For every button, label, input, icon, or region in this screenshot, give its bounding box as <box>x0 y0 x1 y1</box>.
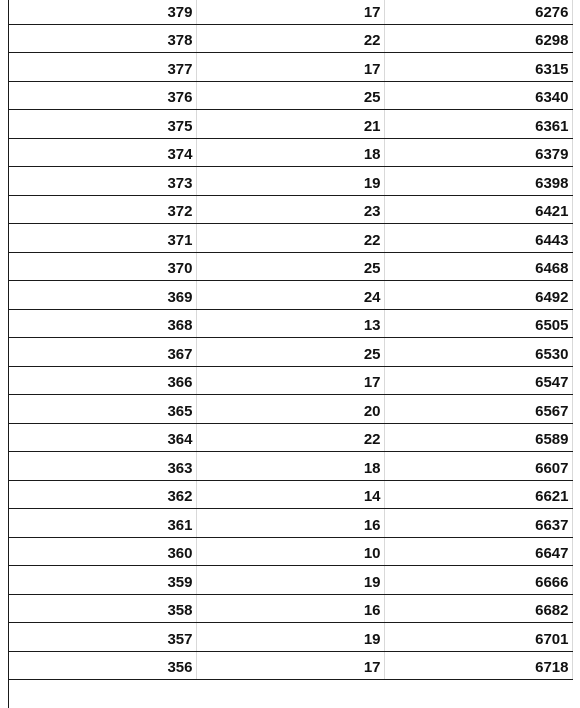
table-cell[interactable]: 19 <box>196 623 384 652</box>
table-cell[interactable]: 23 <box>196 195 384 224</box>
table-row <box>8 195 572 224</box>
table-cell[interactable]: 378 <box>8 24 196 53</box>
table-cell[interactable]: 17 <box>196 651 384 680</box>
table-cell[interactable]: 22 <box>196 224 384 253</box>
table-cell[interactable]: 10 <box>196 537 384 566</box>
table-cell[interactable]: 6701 <box>384 623 572 652</box>
table-row <box>8 309 572 338</box>
table-cell[interactable]: 20 <box>196 395 384 424</box>
table-cell[interactable]: 374 <box>8 138 196 167</box>
table-cell[interactable]: 375 <box>8 110 196 139</box>
table-cell[interactable]: 21 <box>196 110 384 139</box>
table-cell[interactable]: 17 <box>196 0 384 24</box>
table-cell[interactable]: 18 <box>196 138 384 167</box>
table-row <box>8 53 572 82</box>
table-cell[interactable]: 367 <box>8 338 196 367</box>
table-cell[interactable]: 13 <box>196 309 384 338</box>
table-cell[interactable]: 16 <box>196 509 384 538</box>
table-row <box>8 81 572 110</box>
table-cell[interactable]: 19 <box>196 167 384 196</box>
table-row <box>8 566 572 595</box>
table-cell[interactable]: 6298 <box>384 24 572 53</box>
table-cell[interactable]: 25 <box>196 252 384 281</box>
table-cell[interactable]: 364 <box>8 423 196 452</box>
table-cell[interactable]: 379 <box>8 0 196 24</box>
table-cell[interactable]: 361 <box>8 509 196 538</box>
table-cell[interactable]: 6607 <box>384 452 572 481</box>
table-cell[interactable]: 6666 <box>384 566 572 595</box>
table-cell[interactable]: 6276 <box>384 0 572 24</box>
table-cell[interactable]: 6682 <box>384 594 572 623</box>
table-cell[interactable]: 6647 <box>384 537 572 566</box>
table-cell[interactable]: 22 <box>196 423 384 452</box>
table-body <box>8 0 572 680</box>
table-cell[interactable]: 17 <box>196 53 384 82</box>
table-cell[interactable]: 16 <box>196 594 384 623</box>
table-cell[interactable]: 18 <box>196 452 384 481</box>
table-cell[interactable]: 6361 <box>384 110 572 139</box>
table-cell[interactable]: 370 <box>8 252 196 281</box>
table-cell[interactable]: 365 <box>8 395 196 424</box>
table-cell[interactable]: 372 <box>8 195 196 224</box>
table-row <box>8 395 572 424</box>
table-cell[interactable]: 357 <box>8 623 196 652</box>
table-cell[interactable]: 19 <box>196 566 384 595</box>
table-row <box>8 252 572 281</box>
table-cell[interactable]: 6547 <box>384 366 572 395</box>
table-cell[interactable]: 359 <box>8 566 196 595</box>
table-cell[interactable]: 6398 <box>384 167 572 196</box>
table-cell[interactable]: 6621 <box>384 480 572 509</box>
table-row <box>8 651 572 680</box>
table-cell[interactable]: 6505 <box>384 309 572 338</box>
table-row <box>8 224 572 253</box>
table-cell[interactable]: 6468 <box>384 252 572 281</box>
table-cell[interactable]: 6340 <box>384 81 572 110</box>
table-row <box>8 594 572 623</box>
table-cell[interactable]: 373 <box>8 167 196 196</box>
table-cell[interactable]: 366 <box>8 366 196 395</box>
table-row <box>8 167 572 196</box>
table-row <box>8 0 572 24</box>
table-cell[interactable]: 6443 <box>384 224 572 253</box>
table-cell[interactable]: 369 <box>8 281 196 310</box>
table-row <box>8 24 572 53</box>
table-cell[interactable]: 362 <box>8 480 196 509</box>
table-row <box>8 281 572 310</box>
table-cell[interactable]: 6718 <box>384 651 572 680</box>
table-cell[interactable]: 6379 <box>384 138 572 167</box>
table-cell[interactable]: 6492 <box>384 281 572 310</box>
table-row <box>8 110 572 139</box>
table-cell[interactable]: 6530 <box>384 338 572 367</box>
table-cell[interactable]: 356 <box>8 651 196 680</box>
table-row <box>8 537 572 566</box>
table-row <box>8 623 572 652</box>
table-row <box>8 366 572 395</box>
table-cell[interactable]: 6589 <box>384 423 572 452</box>
table-cell[interactable]: 363 <box>8 452 196 481</box>
table-cell[interactable]: 6421 <box>384 195 572 224</box>
table-cell[interactable]: 377 <box>8 53 196 82</box>
table-row <box>8 480 572 509</box>
table-row <box>8 138 572 167</box>
table-cell[interactable]: 371 <box>8 224 196 253</box>
table-cell[interactable]: 6315 <box>384 53 572 82</box>
table-cell[interactable]: 24 <box>196 281 384 310</box>
table-row <box>8 338 572 367</box>
data-table <box>8 0 573 680</box>
table-row <box>8 423 572 452</box>
table-cell[interactable]: 6637 <box>384 509 572 538</box>
table-row <box>8 509 572 538</box>
table-cell[interactable]: 22 <box>196 24 384 53</box>
table-cell[interactable]: 358 <box>8 594 196 623</box>
table-cell[interactable]: 360 <box>8 537 196 566</box>
table-cell[interactable]: 376 <box>8 81 196 110</box>
table-cell[interactable]: 368 <box>8 309 196 338</box>
table-cell[interactable]: 25 <box>196 81 384 110</box>
table-cell[interactable]: 6567 <box>384 395 572 424</box>
table-cell[interactable]: 25 <box>196 338 384 367</box>
table-cell[interactable]: 17 <box>196 366 384 395</box>
table-cell[interactable]: 14 <box>196 480 384 509</box>
table-row <box>8 452 572 481</box>
